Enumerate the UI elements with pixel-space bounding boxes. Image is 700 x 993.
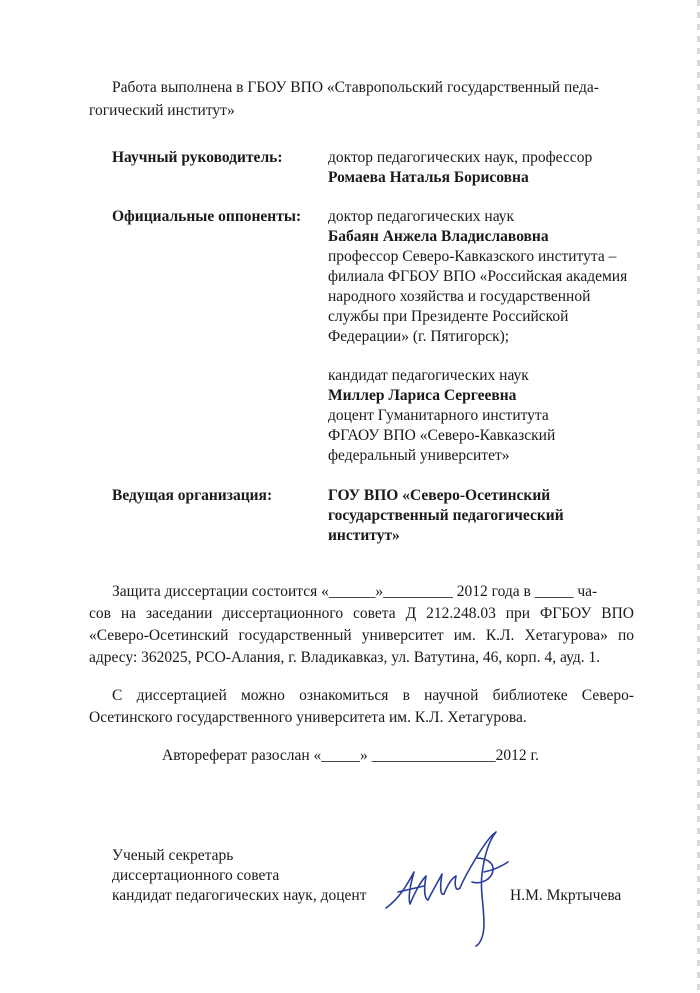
library-line-2: Осетинского государственного университета им. К.Л. Хетагурова.: [89, 709, 527, 726]
leading-org-line: ГОУ ВПО «Северо-Осетинский: [328, 487, 551, 504]
leading-org-line: институт»: [328, 527, 400, 544]
opponent-2-name: Миллер Лариса Сергеевна: [328, 387, 517, 404]
intro-line-1: [112, 78, 634, 98]
opponent-1-degree: доктор педагогических наук: [328, 208, 515, 225]
secretary-title: Ученый секретарь: [112, 847, 234, 864]
leading-org-details: [328, 486, 648, 546]
opponent-1-line: Федерации» (г. Пятигорск);: [328, 328, 510, 345]
intro-line-2: гогический институт»: [89, 102, 235, 119]
secretary-council: диссертационного совета: [112, 867, 280, 884]
opponent-1-line: филиала ФГБОУ ВПО «Российская академия: [328, 268, 628, 285]
secretary-degree: кандидат педагогических наук, доцент: [112, 887, 367, 904]
opponent-2-details: [328, 366, 648, 466]
supervisor-degree: доктор педагогических наук, профессор: [328, 149, 593, 166]
defense-line-2: сов на заседании диссертационного совета Д 212.248.03 при ФГБОУ ВПО: [89, 605, 634, 622]
supervisor-name: Ромаева Наталья Борисовна: [328, 169, 529, 186]
leading-org-label: Ведущая организация:: [112, 487, 273, 504]
opponent-1-details: [328, 207, 648, 347]
opponent-2-line: доцент Гуманитарного института: [328, 407, 549, 424]
opponent-1-line: службы при Президенте Российской: [328, 308, 569, 325]
defense-text-1: Защита диссертации состоится «______»_________ 2012 года в _____ ча-: [112, 583, 598, 600]
opponent-1-name: Бабаян Анжела Владиславовна: [328, 228, 549, 245]
defense-line-3: «Северо-Осетинский государственный университет им. К.Л. Хетагурова» по: [89, 627, 634, 644]
signature-image: [380, 828, 530, 948]
supervisor-details: [328, 148, 648, 188]
opponent-2-line: федеральный университет»: [328, 447, 510, 464]
secretary-name: Н.М. Мкртычева: [510, 887, 622, 904]
opponent-2-degree: кандидат педагогических наук: [328, 367, 529, 384]
defense-line-1: [112, 582, 634, 602]
defense-line-4: адресу: 362025, РСО-Алания, г. Владикавказ, ул. Ватутина, 46, корп. 4, ауд. 1.: [89, 649, 601, 666]
opponent-2-line: ФГАОУ ВПО «Северо-Кавказский: [328, 427, 556, 444]
opponent-1-line: народного хозяйства и государственной: [328, 288, 591, 305]
intro-text-1: Работа выполнена в ГБОУ ВПО «Ставропольский государственный педа-: [112, 79, 599, 96]
leading-org-line: государственный педагогический: [328, 507, 564, 524]
library-line-1: С диссертацией можно ознакомиться в научной библиотеке Северо-: [112, 687, 634, 704]
supervisor-label: Научный руководитель:: [112, 149, 283, 166]
opponents-label: Официальные оппоненты:: [112, 208, 302, 225]
opponent-1-line: профессор Северо-Кавказского института –: [328, 248, 617, 265]
abstract-sent-line: Автореферат разослан «_____» ________________2012 г.: [162, 747, 540, 764]
